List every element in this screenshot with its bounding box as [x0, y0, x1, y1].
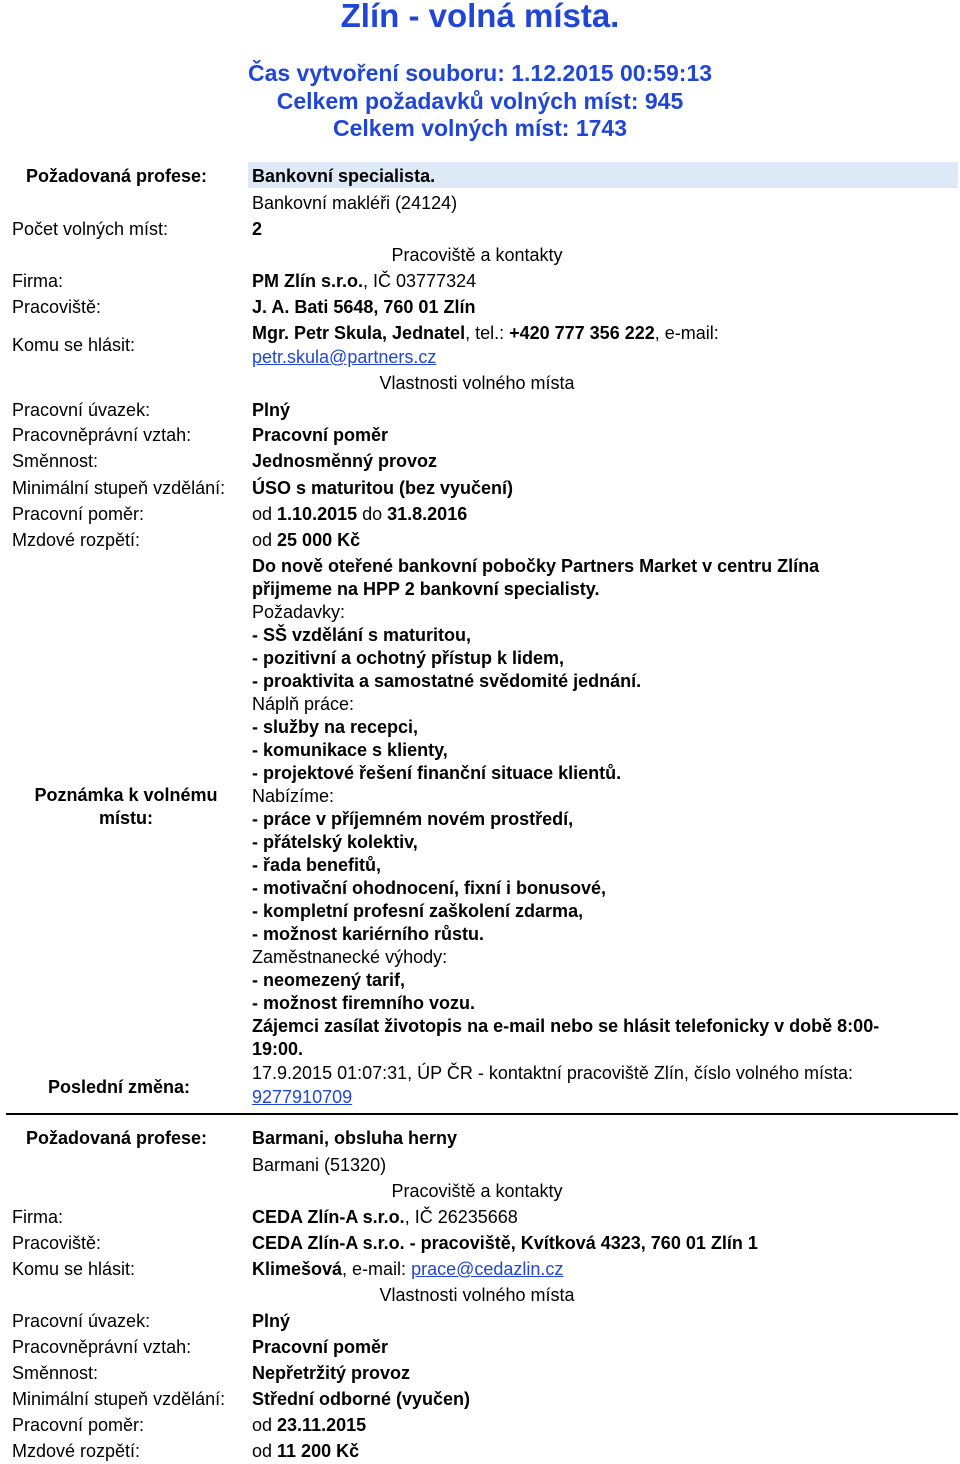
shift-label: Směnnost: [12, 1363, 99, 1383]
contact-name: Mgr. Petr Skula, Jednatel [252, 323, 466, 343]
wage-prefix: od [252, 1441, 278, 1461]
term-from-prefix: od [252, 504, 278, 524]
divider [6, 1113, 958, 1115]
contact-value [252, 322, 719, 345]
profession-sub: Bankovní makléři (24124) [252, 193, 458, 213]
note-line: - práce v příjemném novém prostředí, [252, 809, 574, 829]
note-line: Zájemci zasílat životopis na e-mail nebo se hlásit telefonicky v době 8:00- [252, 1016, 880, 1036]
term-from: 23.11.2015 [277, 1415, 367, 1435]
note-line: - možnost firemního vozu. [252, 993, 475, 1013]
shift-label: Směnnost: [12, 451, 99, 471]
term-value [252, 503, 467, 526]
note-line: 19:00. [252, 1039, 304, 1059]
term-label: Pracovní poměr: [12, 1415, 145, 1435]
note-line: Náplň práce: [252, 694, 355, 714]
note-line: - možnost kariérního růstu. [252, 924, 485, 944]
firm-ic: , IČ 26235668 [404, 1207, 518, 1227]
firm-label: Firma: [12, 1207, 63, 1227]
workplace-value: CEDA Zlín-A s.r.o. - pracoviště, Kvítková 4323, 760 01 Zlín 1 [252, 1233, 758, 1253]
education-value: ÚSO s maturitou (bez vyučení) [252, 478, 514, 498]
count-value: 2 [252, 219, 263, 239]
total-positions: Celkem volných míst: 1743 [332, 115, 628, 141]
note-line: - projektové řešení finanční situace klientů. [252, 763, 622, 783]
firm-value [252, 270, 476, 293]
note-line: - řada benefitů, [252, 855, 382, 875]
note-line: - kompletní profesní zaškolení zdarma, [252, 901, 584, 921]
contact-mail-label: , e-mail: [654, 323, 719, 343]
term-label: Pracovní poměr: [12, 504, 145, 524]
firm-name: PM Zlín s.r.o. [252, 271, 364, 291]
vacancy-id-link[interactable]: 9277910709 [252, 1087, 353, 1107]
total-requests: Celkem požadavků volných míst: 945 [276, 88, 684, 114]
relation-value: Pracovní poměr [252, 425, 389, 445]
profession-label: Požadovaná profese: [26, 1128, 208, 1148]
workplace-label: Pracoviště: [12, 1233, 102, 1253]
term-to: 31.8.2016 [387, 504, 468, 524]
last-change-label: Poslední změna: [48, 1077, 191, 1097]
contact-phone: +420 777 356 222 [509, 323, 655, 343]
contact-label: Komu se hlásit: [12, 1259, 136, 1279]
properties-heading: Vlastnosti volného místa [379, 373, 575, 393]
education-label: Minimální stupeň vzdělání: [12, 478, 226, 498]
contact-email-link[interactable]: petr.skula@partners.cz [252, 347, 437, 367]
firm-name: CEDA Zlín-A s.r.o. [252, 1207, 405, 1227]
workload-label: Pracovní úvazek: [12, 400, 151, 420]
education-value: Střední odborné (vyučen) [252, 1389, 471, 1409]
contacts-heading: Pracoviště a kontakty [391, 1181, 563, 1201]
term-value [252, 1414, 366, 1437]
term-from: 1.10.2015 [277, 504, 358, 524]
contact-email-link[interactable]: prace@cedazlin.cz [411, 1259, 564, 1279]
note-line: - motivační ohodnocení, fixní i bonusové, [252, 878, 607, 898]
shift-value: Nepřetržitý provoz [252, 1363, 411, 1383]
contact-mail-label: , e-mail: [342, 1259, 412, 1279]
note-line: Do nově oteřené bankovní pobočky Partners Market v centru Zlína [252, 556, 820, 576]
contact-tel-label: , tel.: [465, 323, 510, 343]
note-line: - služby na recepci, [252, 717, 419, 737]
relation-label: Pracovněprávní vztah: [12, 1337, 192, 1357]
profession-sub: Barmani (51320) [252, 1155, 387, 1175]
workload-value: Plný [252, 1311, 291, 1331]
wage-value-row [252, 529, 360, 552]
profession-label: Požadovaná profese: [26, 166, 208, 186]
page-title: Zlín - volná místa. [340, 0, 620, 34]
relation-label: Pracovněprávní vztah: [12, 425, 192, 445]
education-label: Minimální stupeň vzdělání: [12, 1389, 226, 1409]
contact-name: Klimešová [252, 1259, 343, 1279]
note-line: Nabízíme: [252, 786, 335, 806]
contact-email-row [252, 346, 436, 369]
relation-value: Pracovní poměr [252, 1337, 389, 1357]
term-to-prefix: do [357, 504, 388, 524]
wage-label: Mzdové rozpětí: [12, 1441, 141, 1461]
file-created: Čas vytvoření souboru: 1.12.2015 00:59:13 [247, 60, 713, 86]
note-text [252, 555, 952, 1061]
workplace-label: Pracoviště: [12, 297, 102, 317]
note-line: Zaměstnanecké výhody: [252, 947, 448, 967]
note-line: - komunikace s klienty, [252, 740, 448, 760]
workload-label: Pracovní úvazek: [12, 1311, 151, 1331]
properties-heading: Vlastnosti volného místa [379, 1285, 575, 1305]
wage-value: 11 200 Kč [277, 1441, 360, 1461]
last-change-text: 17.9.2015 01:07:31, ÚP ČR - kontaktní pracoviště Zlín, číslo volného místa: [252, 1063, 853, 1083]
note-line: přijmeme na HPP 2 bankovní specialisty. [252, 579, 600, 599]
contacts-heading: Pracoviště a kontakty [391, 245, 563, 265]
workplace-value: J. A. Bati 5648, 760 01 Zlín [252, 297, 476, 317]
wage-prefix: od [252, 530, 278, 550]
contact-value [252, 1258, 563, 1281]
note-line: Požadavky: [252, 602, 346, 622]
note-label: Poznámka k volnému místu: [34, 785, 218, 828]
contact-label: Komu se hlásit: [12, 335, 136, 355]
workload-value: Plný [252, 400, 291, 420]
note-line: - proaktivita a samostatné svědomité jednání. [252, 671, 642, 691]
profession-value: Bankovní specialista. [252, 166, 436, 186]
note-line: - neomezený tarif, [252, 970, 406, 990]
firm-value [252, 1206, 518, 1229]
wage-value-row [252, 1440, 359, 1463]
count-label: Počet volných míst: [12, 219, 169, 239]
wage-label: Mzdové rozpětí: [12, 530, 141, 550]
note-line: - přátelský kolektiv, [252, 832, 418, 852]
wage-value: 25 000 Kč [277, 530, 361, 550]
profession-value: Barmani, obsluha herny [252, 1128, 458, 1148]
note-line: - pozitivní a ochotný přístup k lidem, [252, 648, 565, 668]
firm-ic: , IČ 03777324 [363, 271, 477, 291]
shift-value: Jednosměnný provoz [252, 451, 438, 471]
firm-label: Firma: [12, 271, 63, 291]
term-from-prefix: od [252, 1415, 278, 1435]
note-line: - SŠ vzdělání s maturitou, [252, 625, 472, 645]
last-change-id-row [252, 1086, 352, 1109]
